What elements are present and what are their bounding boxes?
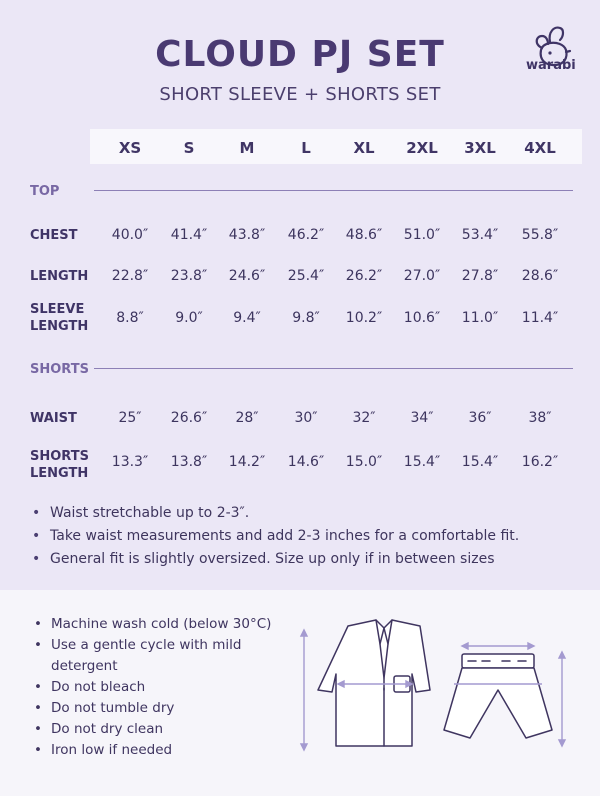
note-item: • Waist stretchable up to 2-3″. [32, 502, 592, 525]
size-xl: XL [353, 139, 375, 157]
measurement-value: 26.2″ [345, 268, 383, 284]
row-label-line: SLEEVE [30, 302, 85, 317]
section-divider-top [94, 190, 573, 191]
measurement-value: 53.4″ [461, 227, 499, 243]
measurement-value: 10.2″ [345, 310, 383, 326]
care-item: • Do not dry clean [34, 719, 299, 740]
care-item: • Do not tumble dry [34, 698, 299, 719]
measurement-value: 32″ [352, 410, 376, 426]
measurement-value: 10.6″ [403, 310, 441, 326]
row-label-length: LENGTH [30, 269, 89, 284]
brand-name: warabi [526, 58, 576, 73]
measurement-value: 43.8″ [228, 227, 266, 243]
pajama-shorts-icon [444, 654, 552, 738]
measurement-value: 34″ [410, 410, 434, 426]
measurement-value: 28″ [235, 410, 259, 426]
measurement-value: 16.2″ [521, 454, 559, 470]
size-3xl: 3XL [464, 139, 496, 157]
measurement-value: 13.8″ [170, 454, 208, 470]
section-label-shorts: SHORTS [30, 362, 89, 377]
measurement-value: 28.6″ [521, 268, 559, 284]
measurement-value: 27.0″ [403, 268, 441, 284]
section-divider-shorts [94, 368, 573, 369]
size-2xl: 2XL [406, 139, 438, 157]
measurement-value: 15.4″ [403, 454, 441, 470]
measurement-value: 25″ [118, 410, 142, 426]
measurement-value: 11.0″ [461, 310, 499, 326]
measurement-value: 23.8″ [170, 268, 208, 284]
row-label-chest: CHEST [30, 228, 78, 243]
note-item: • Take waist measurements and add 2-3 inches for a comfortable fit. [32, 525, 592, 548]
measurement-value: 9.4″ [233, 310, 261, 326]
measurement-value: 36″ [468, 410, 492, 426]
size-4xl: 4XL [524, 139, 556, 157]
measurement-value: 9.0″ [175, 310, 203, 326]
measurement-value: 41.4″ [170, 227, 208, 243]
size-xs: XS [118, 139, 142, 157]
measurement-value: 25.4″ [287, 268, 325, 284]
measurement-value: 9.8″ [292, 310, 320, 326]
care-item: • Use a gentle cycle with mild detergent [34, 635, 299, 677]
measurement-value: 14.6″ [287, 454, 325, 470]
care-item: • Iron low if needed [34, 740, 299, 761]
page-title: CLOUD PJ SET [155, 34, 445, 75]
measurement-value: 55.8″ [521, 227, 559, 243]
measurement-value: 14.2″ [228, 454, 266, 470]
row-label-line: LENGTH [30, 466, 89, 481]
measurement-value: 15.4″ [461, 454, 499, 470]
measurement-value: 30″ [294, 410, 318, 426]
row-label-line: SHORTS [30, 449, 89, 464]
size-m: M [239, 139, 255, 157]
section-label-top: TOP [30, 184, 60, 199]
measurement-value: 27.8″ [461, 268, 499, 284]
note-item: • General fit is slightly oversized. Size up only if in between sizes [32, 548, 592, 571]
care-item: • Machine wash cold (below 30°C) [34, 614, 299, 635]
fit-notes [32, 502, 592, 571]
size-l: L [301, 139, 311, 157]
garment-illustration [296, 618, 586, 758]
measurement-value: 8.8″ [116, 310, 144, 326]
row-label-line: LENGTH [30, 319, 89, 334]
row-label-sleeve-length [30, 301, 88, 335]
measurement-value: 24.6″ [228, 268, 266, 284]
care-item: • Do not bleach [34, 677, 299, 698]
measurement-value: 40.0″ [111, 227, 149, 243]
measurement-value: 15.0″ [345, 454, 383, 470]
pajama-shirt-icon [318, 620, 430, 746]
row-label-waist: WAIST [30, 411, 77, 426]
size-s: S [183, 139, 195, 157]
measurement-value: 46.2″ [287, 227, 325, 243]
measurement-value: 48.6″ [345, 227, 383, 243]
measurement-value: 38″ [528, 410, 552, 426]
row-label-shorts-length [30, 448, 89, 482]
page-subtitle: SHORT SLEEVE + SHORTS SET [159, 84, 441, 105]
measurement-value: 13.3″ [111, 454, 149, 470]
care-instructions [34, 614, 299, 761]
measurement-value: 26.6″ [170, 410, 208, 426]
measurement-value: 51.0″ [403, 227, 441, 243]
measurement-value: 11.4″ [521, 310, 559, 326]
measurement-value: 22.8″ [111, 268, 149, 284]
